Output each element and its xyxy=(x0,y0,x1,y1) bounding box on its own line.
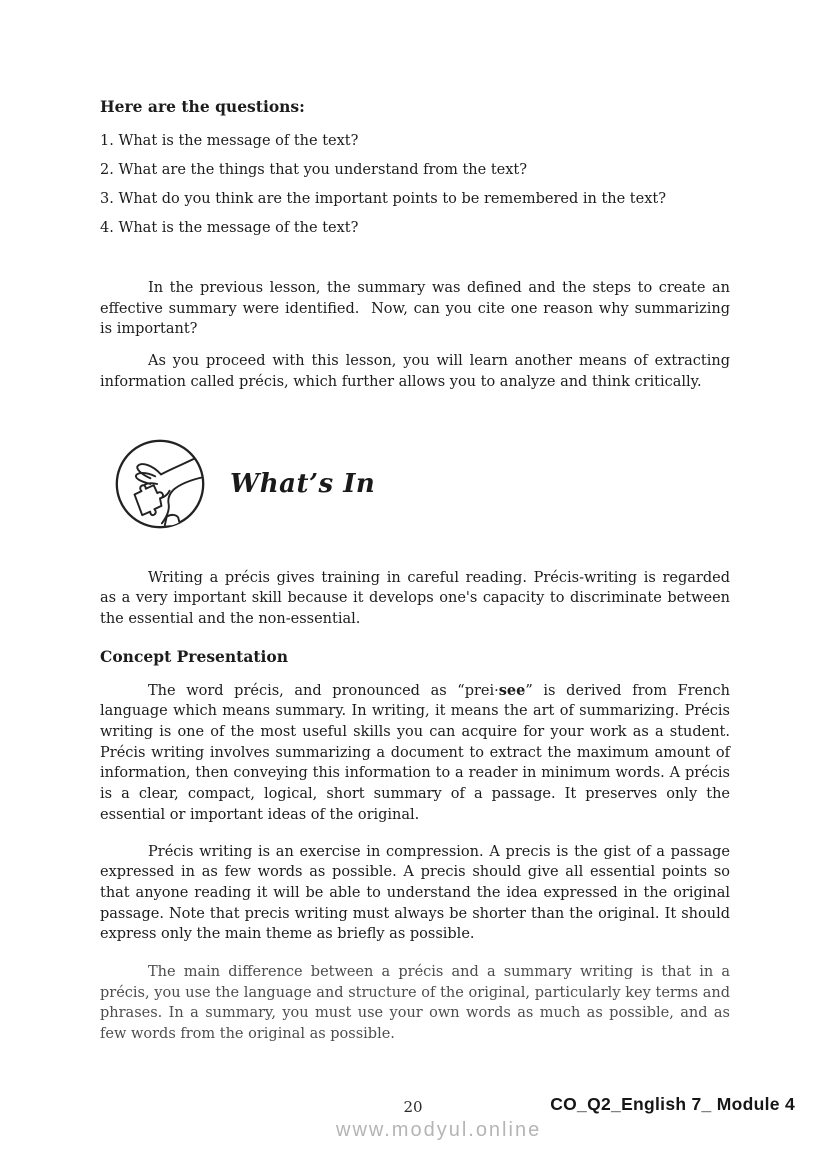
concept-presentation-heading: Concept Presentation xyxy=(100,646,289,666)
whats-in-title: What’s In xyxy=(230,468,376,499)
module-footer-label: CO_Q2_English 7_ Module 4 xyxy=(550,1094,795,1114)
hand-holding-puzzle-piece-icon xyxy=(112,436,208,532)
intro-paragraph-2: As you proceed with this lesson, you will learn another means of extracting information called précis, which further allows you to analyze and think critically. xyxy=(100,353,730,390)
concept-paragraph-1-rest: ” is derived from French language which means summary. In writing, it means the art of summarizing. Précis writing is one of the most useful skills you can acquire for your work as a student. Précis writing involves summarizing a document to extract the maximum amount of information, then conveying this information to a reader in minimum words. A précis is a clear, compact, logical, short summary of a passage. It preserves only the essential or important ideas of the original. xyxy=(100,682,730,823)
watermark-url: www.modyul.online xyxy=(336,1119,542,1141)
pronunciation-bold: see xyxy=(498,681,526,699)
intro-paragraph-1: In the previous lesson, the summary was defined and the steps to create an effective summary were identified. Now, can you cite one reason why summarizing is important? xyxy=(100,280,730,338)
concept-paragraph-2: Précis writing is an exercise in compression. A precis is the gist of a passage expressed in as few words as possible. A precis should give all essential points so that anyone reading it will be able to understand the idea expressed in the original passage. Note that precis writing must always be shorter than the original. It should express only the main theme as briefly as possible. xyxy=(100,843,730,943)
page-number: 20 xyxy=(403,1098,423,1116)
question-item-1: 1. What is the message of the text? xyxy=(100,133,359,149)
whats-in-banner xyxy=(100,436,730,532)
concept-paragraph-1 xyxy=(100,681,730,826)
questions-heading: Here are the questions: xyxy=(100,97,305,116)
question-item-4: 4. What is the message of the text? xyxy=(100,220,359,236)
concept-paragraph-3: The main difference between a précis and a summary writing is that in a précis, you use the language and structure of the original, particularly key terms and phrases. In a summary, you must use your own words as much as possible, and as few words from the original as possible. xyxy=(100,964,730,1043)
concept-paragraph-1-lead: The word précis, and pronounced as “prei· xyxy=(148,682,499,699)
whats-in-paragraph: Writing a précis gives training in careful reading. Précis-writing is regarded as a very important skill because it develops one's capacity to discriminate between the essential and the non-essential. xyxy=(100,569,730,627)
page-content xyxy=(100,0,730,1045)
question-item-3: 3. What do you think are the important points to be remembered in the text? xyxy=(100,191,666,207)
question-item-2: 2. What are the things that you understand from the text? xyxy=(100,162,528,178)
